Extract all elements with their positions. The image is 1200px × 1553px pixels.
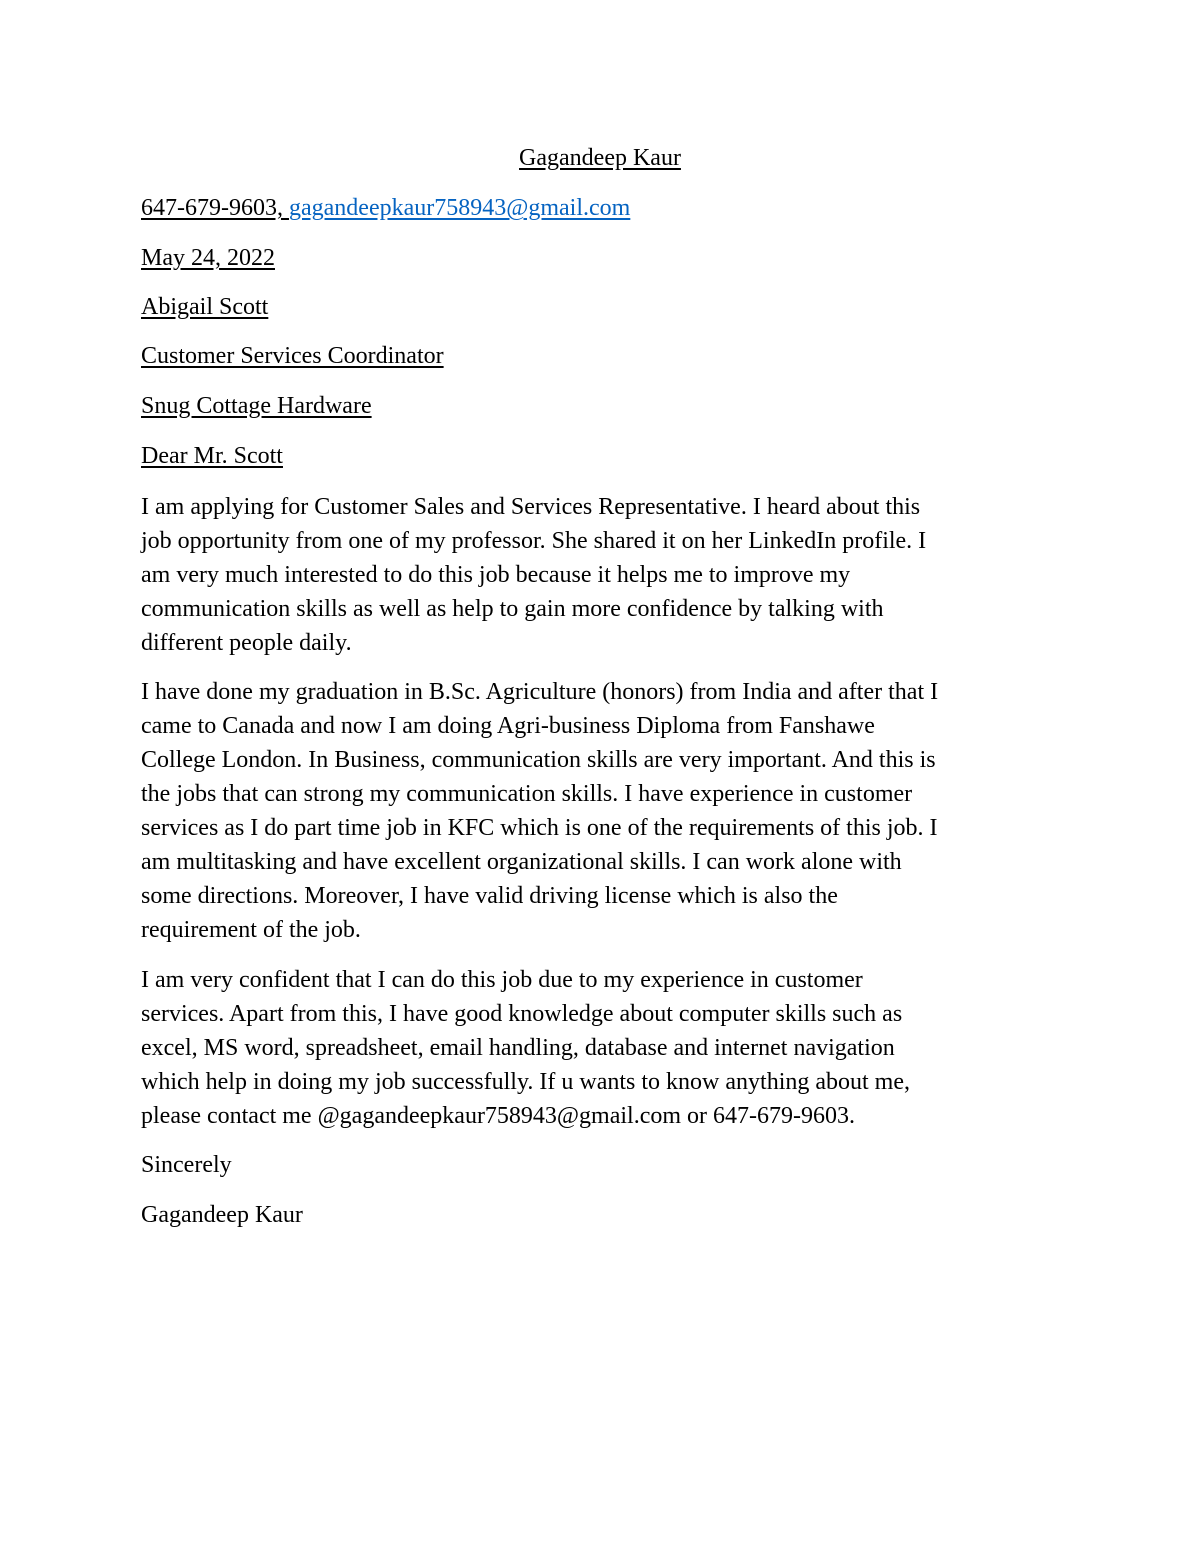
paragraph-line: I am applying for Customer Sales and Services Representative. I heard about this <box>141 494 921 520</box>
sender-name-text: Gagandeep Kaur <box>519 145 681 171</box>
recipient-name: Abigail Scott <box>141 294 269 320</box>
paragraph-line: the jobs that can strong my communication skills. I have experience in customer <box>141 781 913 807</box>
paragraph-line: I am very confident that I can do this job due to my experience in customer <box>141 967 863 993</box>
paragraph-line: different people daily. <box>141 630 352 656</box>
paragraph-line: College London. In Business, communication skills are very important. And this is <box>141 747 936 773</box>
paragraph-line: I have done my graduation in B.Sc. Agriculture (honors) from India and after that I <box>141 679 939 705</box>
paragraph-line: please contact me @gagandeepkaur758943@gmail.com or 647-679-9603. <box>141 1103 855 1129</box>
paragraph-2 <box>141 675 1061 947</box>
paragraph-line: excel, MS word, spreadsheet, email handling, database and internet navigation <box>141 1035 895 1061</box>
phone-number: 647-679-9603, <box>141 195 289 221</box>
recipient-company: Snug Cottage Hardware <box>141 393 372 419</box>
paragraph-line: services. Apart from this, I have good knowledge about computer skills such as <box>141 1001 903 1027</box>
paragraph-line: job opportunity from one of my professor. She shared it on her LinkedIn profile. I <box>141 528 927 554</box>
paragraph-line: some directions. Moreover, I have valid driving license which is also the <box>141 883 838 909</box>
contact-line <box>141 193 630 223</box>
signature-name: Gagandeep Kaur <box>141 1202 303 1228</box>
valediction: Sincerely <box>141 1152 232 1178</box>
salutation: Dear Mr. Scott <box>141 443 283 469</box>
paragraph-line: requirement of the job. <box>141 917 361 943</box>
letter-date: May 24, 2022 <box>141 245 275 271</box>
paragraph-line: am multitasking and have excellent organizational skills. I can work alone with <box>141 849 902 875</box>
paragraph-line: communication skills as well as help to gain more confidence by talking with <box>141 596 884 622</box>
paragraph-1 <box>141 490 1061 660</box>
sender-name <box>0 143 1200 173</box>
paragraph-line: services as I do part time job in KFC which is one of the requirements of this job. I <box>141 815 938 841</box>
email-link[interactable]: gagandeepkaur758943@gmail.com <box>288 195 631 221</box>
paragraph-line: which help in doing my job successfully. If u wants to know anything about me, <box>141 1069 910 1095</box>
paragraph-line: came to Canada and now I am doing Agri-business Diploma from Fanshawe <box>141 713 875 739</box>
paragraph-3 <box>141 963 1061 1133</box>
paragraph-line: am very much interested to do this job because it helps me to improve my <box>141 562 851 588</box>
recipient-title: Customer Services Coordinator <box>141 343 444 369</box>
